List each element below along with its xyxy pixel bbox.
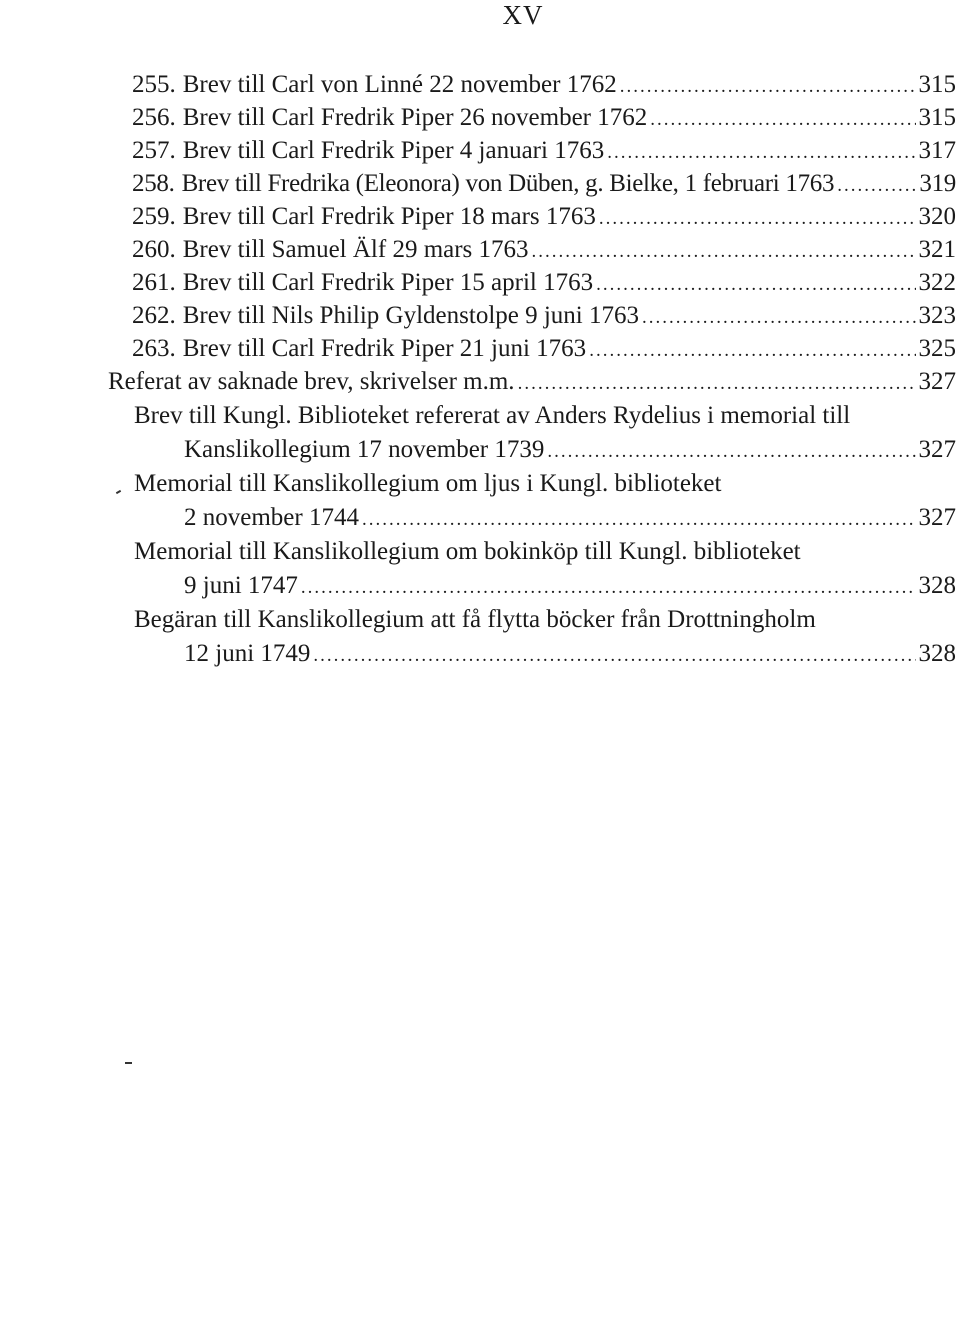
toc-subentry-4-line2 xyxy=(184,637,956,671)
toc-subentry-3-line1 xyxy=(134,535,956,569)
toc-subentry-1-line2 xyxy=(184,433,956,467)
toc-subentry-3-line2 xyxy=(184,569,956,603)
dot-leader xyxy=(532,235,916,269)
dot-leader xyxy=(547,435,915,469)
toc-subentry-2-line2 xyxy=(184,501,956,535)
page-number: XV xyxy=(502,0,544,30)
dot-leader xyxy=(301,571,916,605)
subentry-title-continued: Kanslikollegium 17 november 1739 xyxy=(184,436,545,463)
entry-number: 258. xyxy=(132,170,175,197)
entry-page: 322 xyxy=(918,269,956,296)
section-title: Referat av saknade brev, skrivelser m.m. xyxy=(108,368,515,395)
dot-leader xyxy=(596,268,915,302)
entry-title: Brev till Carl von Linné 22 november 1762 xyxy=(182,71,617,98)
toc-entry-257 xyxy=(132,134,956,168)
entry-title: Brev till Carl Fredrik Piper 21 juni 1763 xyxy=(182,335,587,362)
entry-title: Brev till Carl Fredrik Piper 15 april 1763 xyxy=(182,269,594,296)
entry-page: 315 xyxy=(918,104,956,131)
toc-entry-258 xyxy=(132,167,956,201)
dot-leader xyxy=(650,103,915,137)
dot-leader xyxy=(620,70,916,104)
dot-leader xyxy=(313,639,915,673)
entry-page: 315 xyxy=(918,71,956,98)
dot-leader xyxy=(362,503,916,537)
entry-number: 263. xyxy=(132,335,176,362)
toc-subentry-2-line1 xyxy=(134,467,956,501)
entry-number: 260. xyxy=(132,236,176,263)
entry-title: Brev till Nils Philip Gyldenstolpe 9 juni 1763 xyxy=(182,302,639,329)
entry-title: Brev till Carl Fredrik Piper 18 mars 1763 xyxy=(182,203,596,230)
entry-title: Brev till Carl Fredrik Piper 4 januari 1763 xyxy=(182,137,605,164)
entry-page: 317 xyxy=(918,137,956,164)
subentry-title: Begäran till Kanslikollegium att få flytta böcker från Drottningholm xyxy=(134,606,816,633)
entry-number: 261. xyxy=(132,269,176,296)
subentry-page: 328 xyxy=(918,640,956,667)
entry-title: Brev till Carl Fredrik Piper 26 november 1762 xyxy=(182,104,648,131)
subentry-title: Brev till Kungl. Biblioteket refererat av Anders Rydelius i memorial till xyxy=(134,402,851,429)
entry-page: 323 xyxy=(918,302,956,329)
toc-entry-255 xyxy=(132,68,956,102)
toc-entry-260 xyxy=(132,233,956,267)
entry-page: 325 xyxy=(918,335,956,362)
entry-number: 259. xyxy=(132,203,176,230)
scan-speck xyxy=(116,490,121,494)
toc-section-referat xyxy=(108,365,956,399)
scan-speck xyxy=(125,1062,132,1064)
dot-leader xyxy=(837,169,916,203)
subentry-page: 327 xyxy=(918,504,956,531)
toc-subentry-4-line1 xyxy=(134,603,956,637)
dot-leader xyxy=(607,136,915,170)
toc-entry-263 xyxy=(132,332,956,366)
dot-leader xyxy=(599,202,916,236)
subentry-title: Memorial till Kanslikollegium om ljus i Kungl. biblioteket xyxy=(134,470,722,497)
entry-page: 319 xyxy=(919,170,956,197)
subentry-page: 328 xyxy=(918,572,956,599)
section-page: 327 xyxy=(918,368,956,395)
dot-leader xyxy=(589,334,915,368)
toc-entry-262 xyxy=(132,299,956,333)
entry-number: 255. xyxy=(132,71,176,98)
dot-leader xyxy=(518,367,916,401)
entry-number: 262. xyxy=(132,302,176,329)
toc-entry-261 xyxy=(132,266,956,300)
subentry-title: Memorial till Kanslikollegium om bokinköp till Kungl. biblioteket xyxy=(134,538,801,565)
entry-number: 256. xyxy=(132,104,176,131)
subentry-title-continued: 2 november 1744 xyxy=(184,504,359,531)
subentry-title-continued: 12 juni 1749 xyxy=(184,640,311,667)
toc-entry-259 xyxy=(132,200,956,234)
toc-entry-256 xyxy=(132,101,956,135)
entry-page: 321 xyxy=(918,236,956,263)
entry-number: 257. xyxy=(132,137,176,164)
toc-subentry-1-line1 xyxy=(134,399,956,433)
entry-title: Brev till Samuel Älf 29 mars 1763 xyxy=(182,236,529,263)
entry-page: 320 xyxy=(918,203,956,230)
dot-leader xyxy=(642,301,916,335)
subentry-title-continued: 9 juni 1747 xyxy=(184,572,298,599)
subentry-page: 327 xyxy=(918,436,956,463)
entry-title: Brev till Fredrika (Eleonora) von Düben, g. Bielke, 1 februari 1763 xyxy=(181,170,835,197)
